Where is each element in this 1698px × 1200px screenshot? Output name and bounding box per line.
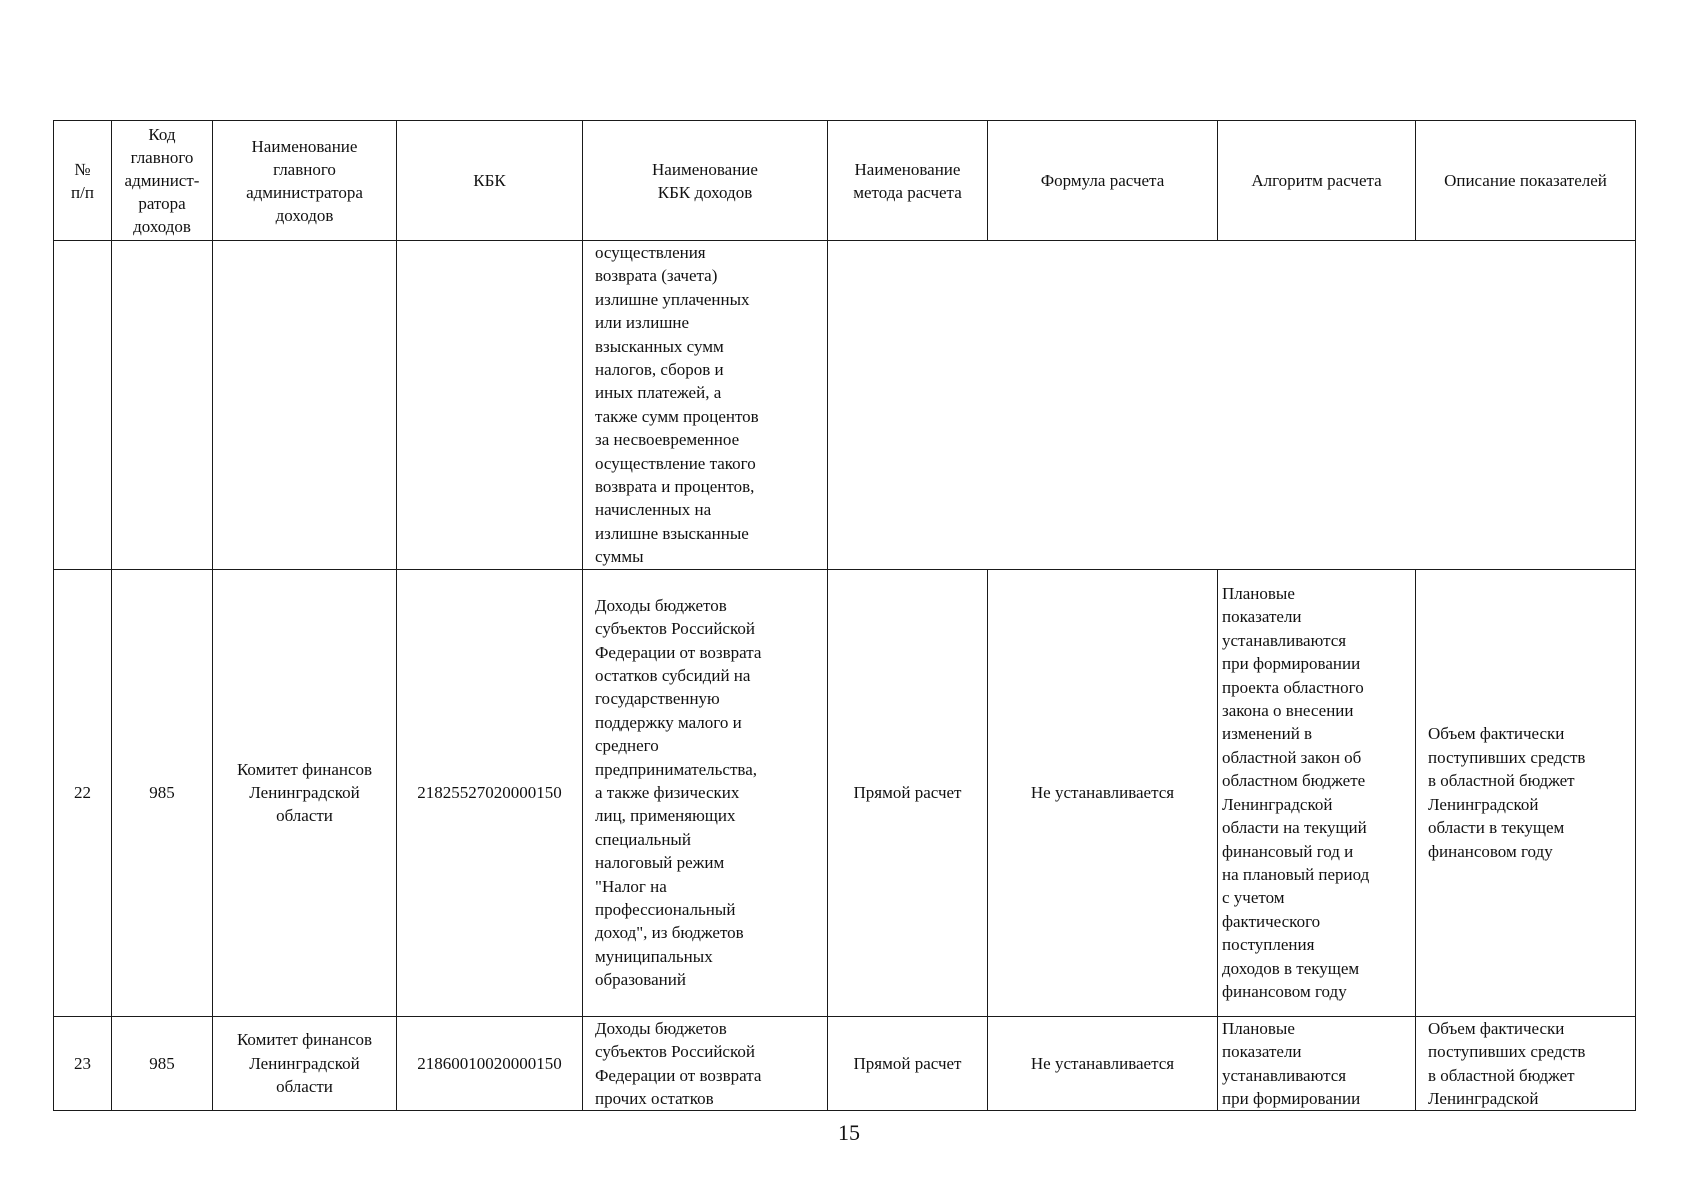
- cell-num: [54, 241, 112, 570]
- cell-method: Прямой расчет: [828, 569, 988, 1016]
- table-row-continuation: [54, 241, 1636, 570]
- header-algorithm: Алгоритм расчета: [1218, 121, 1416, 241]
- header-kbk: КБК: [397, 121, 583, 241]
- cell-description: Объем фактически поступивших средств в областной бюджет Ленинградской области в текущем финансовом году: [1416, 569, 1636, 1016]
- cell-admin-name: Комитет финансов Ленинградской области: [213, 569, 397, 1016]
- cell-admin-code: 985: [112, 569, 213, 1016]
- header-num: № п/п: [54, 121, 112, 241]
- cell-formula: Не устанавливается: [988, 569, 1218, 1016]
- cell-kbk-name: Доходы бюджетов субъектов Российской Федерации от возврата прочих остатков: [583, 1016, 828, 1111]
- cell-algorithm: Плановые показатели устанавливаются при формировании проекта областного закона о внесении изменений в областной закон об областном бюджете Ленинградской области на текущий финансовый год и на плановый период с учетом фактического поступления доходов в текущем финансовом году: [1218, 569, 1416, 1016]
- cell-description: Объем фактически поступивших средств в областной бюджет Ленинградской: [1416, 1016, 1636, 1111]
- cell-kbk: [397, 241, 583, 570]
- header-method: Наименование метода расчета: [828, 121, 988, 241]
- cell-formula: Не устанавливается: [988, 1016, 1218, 1111]
- cell-kbk-name: осуществления возврата (зачета) излишне уплаченных или излишне взысканных сумм налогов, сборов и иных платежей, а также сумм процентов за несвоевременное осуществление такого возврата и процентов, начисленных на излишне взысканные суммы: [583, 241, 828, 570]
- cell-empty-merged: [828, 241, 1636, 570]
- header-formula: Формула расчета: [988, 121, 1218, 241]
- cell-num: 22: [54, 569, 112, 1016]
- table-row-22: [54, 569, 1636, 1016]
- cell-algorithm: Плановые показатели устанавливаются при формировании: [1218, 1016, 1416, 1111]
- cell-admin-name: Комитет финансов Ленинградской области: [213, 1016, 397, 1111]
- page-number: 15: [838, 1120, 860, 1145]
- header-admin-name: Наименование главного администратора доходов: [213, 121, 397, 241]
- cell-admin-name: [213, 241, 397, 570]
- cell-method: Прямой расчет: [828, 1016, 988, 1111]
- cell-num: 23: [54, 1016, 112, 1111]
- header-kbk-name: Наименование КБК доходов: [583, 121, 828, 241]
- header-row: [54, 121, 1636, 241]
- cell-admin-code: 985: [112, 1016, 213, 1111]
- header-admin-code: Код главного админист- ратора доходов: [112, 121, 213, 241]
- cell-kbk: 21860010020000150: [397, 1016, 583, 1111]
- table-row-23: [54, 1016, 1636, 1111]
- cell-kbk-name: Доходы бюджетов субъектов Российской Федерации от возврата остатков субсидий на государственную поддержку малого и среднего предпринимательства, а также физических лиц, применяющих специальный налоговый режим "Налог на профессиональный доход", из бюджетов муниципальных образований: [583, 569, 828, 1016]
- cell-kbk: 21825527020000150: [397, 569, 583, 1016]
- revenue-forecast-table: [53, 120, 1636, 1111]
- header-description: Описание показателей: [1416, 121, 1636, 241]
- cell-admin-code: [112, 241, 213, 570]
